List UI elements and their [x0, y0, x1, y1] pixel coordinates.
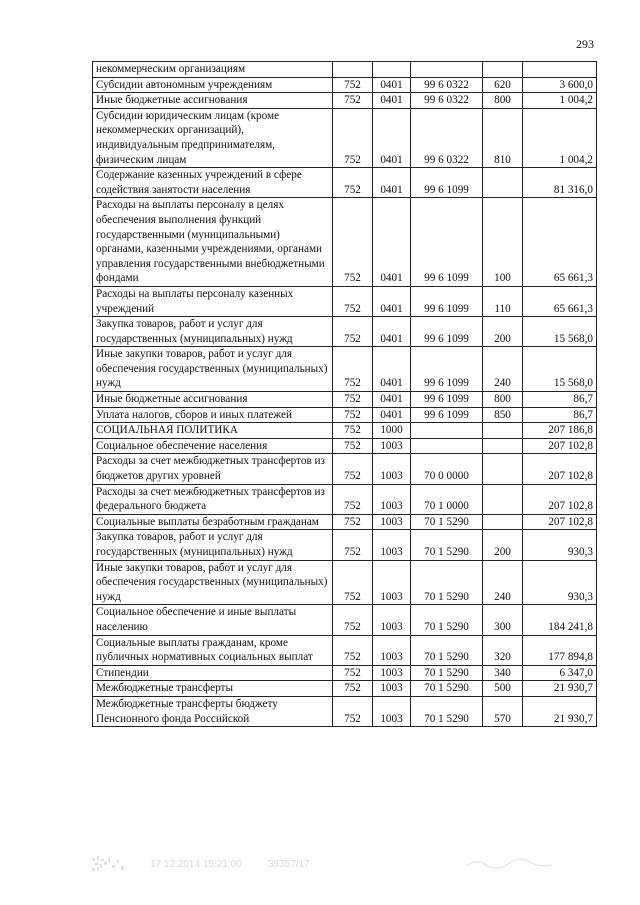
- table-row: [93, 635, 597, 665]
- cell-type: 810: [483, 108, 523, 167]
- footer-watermark: [92, 856, 552, 876]
- cell-amount: 86,7: [523, 407, 597, 423]
- cell-amount: 930,3: [523, 530, 597, 560]
- table-row: [93, 605, 597, 635]
- cell-type: 620: [483, 77, 523, 93]
- cell-target: 70 1 0000: [411, 484, 483, 514]
- cell-section: [373, 62, 411, 78]
- table-row: [93, 560, 597, 605]
- cell-section: 0401: [373, 198, 411, 287]
- cell-type: 340: [483, 665, 523, 681]
- cell-section: 0401: [373, 317, 411, 347]
- cell-ministry: 752: [333, 93, 373, 109]
- cell-ministry: 752: [333, 635, 373, 665]
- cell-name: Межбюджетные трансферты: [93, 681, 333, 697]
- table-row: [93, 514, 597, 530]
- cell-section: 0401: [373, 407, 411, 423]
- cell-name: Иные закупки товаров, работ и услуг для обеспечения государственных (муниципальных) нужд: [93, 347, 333, 392]
- table-row: [93, 423, 597, 439]
- cell-ministry: 752: [333, 560, 373, 605]
- cell-name: некоммерческим организациям: [93, 62, 333, 78]
- cell-name: Социальное обеспечение и иные выплаты населению: [93, 605, 333, 635]
- cell-type: 300: [483, 605, 523, 635]
- cell-target: 70 1 5290: [411, 681, 483, 697]
- cell-amount: 15 568,0: [523, 347, 597, 392]
- cell-name: Расходы за счет межбюджетных трансфертов из бюджетов других уровней: [93, 454, 333, 484]
- cell-ministry: 752: [333, 438, 373, 454]
- cell-target: [411, 423, 483, 439]
- cell-ministry: 752: [333, 317, 373, 347]
- table-row: [93, 108, 597, 167]
- cell-name: СОЦИАЛЬНАЯ ПОЛИТИКА: [93, 423, 333, 439]
- cell-target: 70 0 0000: [411, 454, 483, 484]
- cell-amount: 21 930,7: [523, 681, 597, 697]
- cell-amount: 1 004,2: [523, 93, 597, 109]
- cell-ministry: 752: [333, 392, 373, 408]
- cell-type: [483, 423, 523, 439]
- cell-section: 1003: [373, 438, 411, 454]
- cell-amount: 86,7: [523, 392, 597, 408]
- footer-doc-id: 35357/17: [268, 859, 310, 870]
- cell-section: 1003: [373, 514, 411, 530]
- cell-ministry: 752: [333, 605, 373, 635]
- cell-ministry: 752: [333, 514, 373, 530]
- cell-name: Содержание казенных учреждений в сфере содействия занятости населения: [93, 168, 333, 198]
- cell-amount: 81 316,0: [523, 168, 597, 198]
- cell-type: 200: [483, 317, 523, 347]
- cell-name: Социальные выплаты гражданам, кроме публичных нормативных социальных выплат: [93, 635, 333, 665]
- cell-target: 99 6 1099: [411, 317, 483, 347]
- cell-target: [411, 438, 483, 454]
- cell-amount: 21 930,7: [523, 696, 597, 726]
- cell-name: Иные бюджетные ассигнования: [93, 93, 333, 109]
- cell-target: 70 1 5290: [411, 605, 483, 635]
- table-row: [93, 77, 597, 93]
- cell-name: Межбюджетные трансферты бюджету Пенсионного фонда Российской: [93, 696, 333, 726]
- table-row: [93, 484, 597, 514]
- cell-amount: 65 661,3: [523, 198, 597, 287]
- cell-amount: 207 102,8: [523, 514, 597, 530]
- cell-target: 99 6 1099: [411, 347, 483, 392]
- cell-target: [411, 62, 483, 78]
- cell-ministry: 752: [333, 696, 373, 726]
- cell-name: Закупка товаров, работ и услуг для государственных (муниципальных) нужд: [93, 317, 333, 347]
- table-row: [93, 530, 597, 560]
- cell-type: 240: [483, 560, 523, 605]
- cell-target: 70 1 5290: [411, 665, 483, 681]
- cell-ministry: 752: [333, 484, 373, 514]
- cell-name: Уплата налогов, сборов и иных платежей: [93, 407, 333, 423]
- cell-type: 320: [483, 635, 523, 665]
- cell-name: Субсидии юридическим лицам (кроме некоммерческих организаций), индивидуальным предпринимателям, физическим лицам: [93, 108, 333, 167]
- cell-type: 800: [483, 392, 523, 408]
- cell-amount: 207 102,8: [523, 484, 597, 514]
- budget-table: [92, 61, 597, 727]
- cell-type: 500: [483, 681, 523, 697]
- cell-ministry: 752: [333, 665, 373, 681]
- cell-section: 0401: [373, 286, 411, 316]
- cell-name: Субсидии автономным учреждениям: [93, 77, 333, 93]
- cell-section: 1003: [373, 665, 411, 681]
- cell-ministry: 752: [333, 423, 373, 439]
- cell-type: [483, 168, 523, 198]
- cell-amount: 6 347,0: [523, 665, 597, 681]
- cell-type: 100: [483, 198, 523, 287]
- cell-target: 70 1 5290: [411, 635, 483, 665]
- cell-amount: 177 894,8: [523, 635, 597, 665]
- cell-section: 1003: [373, 484, 411, 514]
- cell-section: 1003: [373, 560, 411, 605]
- cell-ministry: 752: [333, 454, 373, 484]
- cell-target: 70 1 5290: [411, 696, 483, 726]
- cell-target: 99 6 1099: [411, 286, 483, 316]
- cell-target: 99 6 1099: [411, 168, 483, 198]
- cell-ministry: 752: [333, 168, 373, 198]
- table-row: [93, 317, 597, 347]
- cell-target: 99 6 1099: [411, 392, 483, 408]
- cell-target: 99 6 1099: [411, 198, 483, 287]
- table-row: [93, 93, 597, 109]
- cell-name: Социальные выплаты безработным гражданам: [93, 514, 333, 530]
- cell-type: [483, 484, 523, 514]
- cell-target: 99 6 0322: [411, 77, 483, 93]
- cell-ministry: 752: [333, 198, 373, 287]
- cell-target: 99 6 0322: [411, 93, 483, 109]
- page-number: 293: [576, 37, 594, 51]
- cell-type: [483, 514, 523, 530]
- cell-target: 99 6 1099: [411, 407, 483, 423]
- cell-name: Иные закупки товаров, работ и услуг для обеспечения государственных (муниципальных) нужд: [93, 560, 333, 605]
- cell-ministry: 752: [333, 530, 373, 560]
- table-row: [93, 438, 597, 454]
- cell-name: Расходы на выплаты персоналу в целях обеспечения выполнения функций государственными (муниципальными) органами, казенными учреждениями, органами управления государственными внебюджетными фондами: [93, 198, 333, 287]
- cell-ministry: 752: [333, 407, 373, 423]
- cell-amount: 65 661,3: [523, 286, 597, 316]
- cell-section: 1003: [373, 696, 411, 726]
- table-row: [93, 198, 597, 287]
- table-row: [93, 168, 597, 198]
- table-row: [93, 347, 597, 392]
- cell-type: 240: [483, 347, 523, 392]
- table-row: [93, 286, 597, 316]
- cell-ministry: 752: [333, 77, 373, 93]
- footer-timestamp: 17.12.2014 15:21:00: [150, 859, 242, 870]
- cell-section: 1003: [373, 635, 411, 665]
- cell-target: 70 1 5290: [411, 560, 483, 605]
- cell-section: 1003: [373, 681, 411, 697]
- cell-name: Расходы на выплаты персоналу казенных учреждений: [93, 286, 333, 316]
- cell-type: 200: [483, 530, 523, 560]
- cell-target: 70 1 5290: [411, 514, 483, 530]
- table-row: [93, 696, 597, 726]
- table-row: [93, 407, 597, 423]
- table-row: [93, 681, 597, 697]
- cell-section: 0401: [373, 392, 411, 408]
- barcode-icon: [92, 856, 132, 872]
- cell-type: [483, 62, 523, 78]
- cell-section: 1003: [373, 454, 411, 484]
- table-row: [93, 665, 597, 681]
- table-row: [93, 454, 597, 484]
- cell-target: 70 1 5290: [411, 530, 483, 560]
- cell-section: 1003: [373, 605, 411, 635]
- cell-section: 0401: [373, 347, 411, 392]
- cell-amount: [523, 62, 597, 78]
- cell-amount: 207 102,8: [523, 454, 597, 484]
- cell-ministry: 752: [333, 347, 373, 392]
- cell-amount: 15 568,0: [523, 317, 597, 347]
- cell-name: Социальное обеспечение населения: [93, 438, 333, 454]
- cell-amount: 207 102,8: [523, 438, 597, 454]
- cell-type: 570: [483, 696, 523, 726]
- cell-type: 850: [483, 407, 523, 423]
- cell-section: 0401: [373, 108, 411, 167]
- cell-section: 0401: [373, 77, 411, 93]
- cell-ministry: 752: [333, 286, 373, 316]
- cell-type: 800: [483, 93, 523, 109]
- cell-target: 99 6 0322: [411, 108, 483, 167]
- cell-amount: 3 600,0: [523, 77, 597, 93]
- cell-type: [483, 454, 523, 484]
- cell-ministry: [333, 62, 373, 78]
- cell-name: Закупка товаров, работ и услуг для государственных (муниципальных) нужд: [93, 530, 333, 560]
- table-row: [93, 392, 597, 408]
- cell-name: Расходы за счет межбюджетных трансфертов из федерального бюджета: [93, 484, 333, 514]
- cell-name: Стипендии: [93, 665, 333, 681]
- cell-section: 0401: [373, 168, 411, 198]
- cell-type: [483, 438, 523, 454]
- cell-section: 1003: [373, 530, 411, 560]
- cell-section: 1000: [373, 423, 411, 439]
- cell-amount: 930,3: [523, 560, 597, 605]
- cell-amount: 1 004,2: [523, 108, 597, 167]
- cell-type: 110: [483, 286, 523, 316]
- cell-ministry: 752: [333, 108, 373, 167]
- cell-ministry: 752: [333, 681, 373, 697]
- signature-stamp-icon: [464, 856, 554, 870]
- table-row: [93, 62, 597, 78]
- cell-name: Иные бюджетные ассигнования: [93, 392, 333, 408]
- cell-section: 0401: [373, 93, 411, 109]
- cell-amount: 207 186,8: [523, 423, 597, 439]
- cell-amount: 184 241,8: [523, 605, 597, 635]
